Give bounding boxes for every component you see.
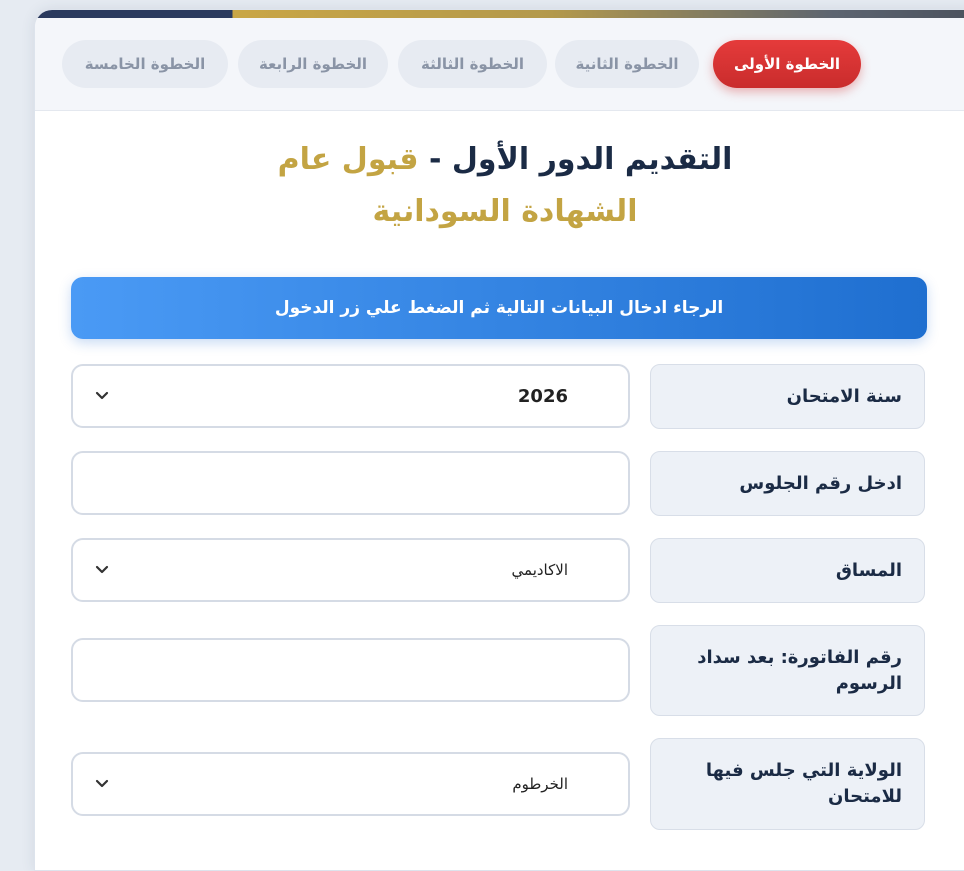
- step-tab-4[interactable]: الخطوة الرابعة: [238, 40, 388, 88]
- subtitle-text: الشهادة السودانية: [372, 194, 638, 229]
- invoice-label: رقم الفاتورة: بعد سداد الرسوم: [650, 625, 925, 716]
- step-tab-3[interactable]: الخطوة الثالثة: [398, 40, 547, 88]
- instructions-banner: الرجاء ادخال البيانات التالية ثم الضغط علي زر الدخول: [71, 277, 927, 339]
- page-title: [35, 142, 964, 177]
- step-tab-1[interactable]: الخطوة الأولى: [713, 40, 861, 88]
- step-tab-2[interactable]: الخطوة الثانية: [555, 40, 699, 88]
- steps-navigation: [35, 18, 964, 111]
- seat-number-label: ادخل رقم الجلوس: [650, 451, 925, 516]
- chevron-down-icon: [95, 391, 109, 401]
- exam-year-select[interactable]: [71, 364, 630, 428]
- state-value: الخرطوم: [512, 775, 568, 793]
- chevron-down-icon: [95, 565, 109, 575]
- page-subtitle: [35, 194, 964, 229]
- seat-number-input[interactable]: [71, 451, 630, 515]
- track-label: المساق: [650, 538, 925, 603]
- title-highlight: قبول عام: [277, 142, 419, 177]
- chevron-down-icon: [95, 779, 109, 789]
- step-tab-5[interactable]: الخطوة الخامسة: [62, 40, 228, 88]
- exam-year-value: 2026: [517, 385, 568, 407]
- state-select[interactable]: [71, 752, 630, 816]
- invoice-input[interactable]: [71, 638, 630, 702]
- state-label: الولاية التي جلس فيها للامتحان: [650, 738, 925, 830]
- track-select[interactable]: [71, 538, 630, 602]
- exam-year-label: سنة الامتحان: [650, 364, 925, 429]
- track-value: الاكاديمي: [511, 561, 568, 579]
- top-accent-bar: [35, 10, 964, 18]
- title-main: التقديم الدور الأول -: [428, 142, 733, 177]
- application-card: [34, 9, 964, 871]
